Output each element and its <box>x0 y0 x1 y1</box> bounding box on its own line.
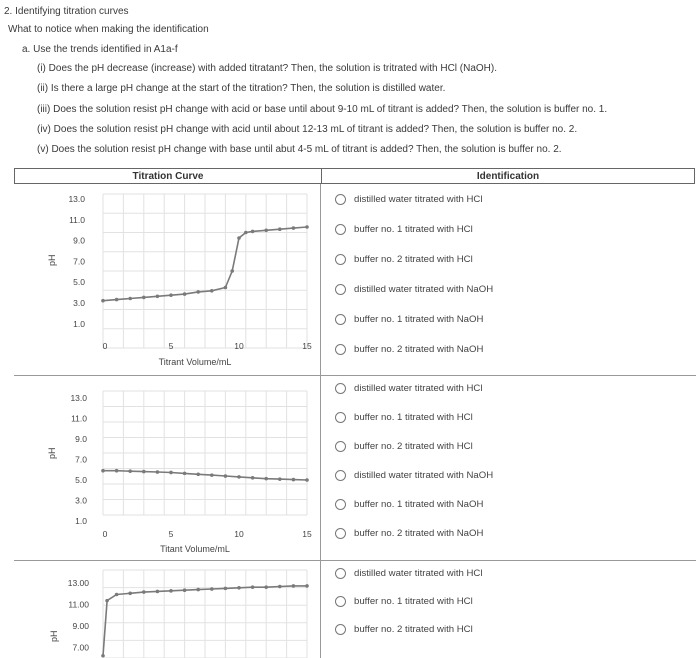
question-ii: (ii) Is there a large pH change at the start of the titration? Then, the solution is distilled water. <box>37 83 446 94</box>
col-header-identification: Identification <box>321 168 695 184</box>
chart-2-svg <box>15 377 320 559</box>
option-distilled-hcl[interactable] <box>335 568 483 579</box>
x-tick-label: 15 <box>302 529 312 539</box>
data-point <box>292 478 296 482</box>
data-point <box>224 587 228 591</box>
y-axis-label: pH <box>47 447 57 459</box>
data-point <box>115 298 119 302</box>
data-point <box>128 591 132 595</box>
option-label: buffer no. 1 titrated with HCl <box>354 224 473 235</box>
data-point <box>210 289 214 293</box>
x-tick-label: 5 <box>168 529 174 539</box>
choices-group-2 <box>325 377 695 559</box>
choices-group-3 <box>325 562 695 658</box>
option-label: buffer no. 2 titrated with HCl <box>354 441 473 452</box>
option-label: buffer no. 1 titrated with HCl <box>354 412 473 423</box>
option-label: distilled water titrated with HCl <box>354 568 483 579</box>
data-point <box>305 478 309 482</box>
y-tick-label: 1.0 <box>73 318 85 329</box>
radio-button[interactable] <box>335 596 346 607</box>
radio-button[interactable] <box>335 194 346 205</box>
option-distilled-hcl[interactable] <box>335 194 483 205</box>
radio-button[interactable] <box>335 499 346 510</box>
option-label: buffer no. 2 titrated with HCl <box>354 254 473 265</box>
data-point <box>156 470 160 474</box>
option-distilled-naoh[interactable] <box>335 284 493 295</box>
data-point <box>101 299 105 303</box>
question-i: (i) Does the pH decrease (increase) with added titratant? Then, the solution is tritrated with HCl (NaOH). <box>37 63 498 74</box>
option-buffer1-naoh[interactable] <box>335 499 483 510</box>
y-tick-label: 3.0 <box>75 495 87 506</box>
data-point <box>156 295 160 299</box>
option-label: buffer no. 1 titrated with HCl <box>354 596 473 607</box>
y-tick-label: 7.0 <box>75 454 87 465</box>
radio-button[interactable] <box>335 254 346 265</box>
radio-button[interactable] <box>335 383 346 394</box>
y-tick-label: 3.0 <box>73 298 85 308</box>
titration-chart-2 <box>15 377 320 559</box>
radio-button[interactable] <box>335 412 346 423</box>
y-tick-label: 13.0 <box>70 393 87 403</box>
data-point <box>183 292 187 296</box>
y-tick-label: 9.00 <box>72 621 89 631</box>
data-point <box>237 475 241 479</box>
section-title: 2. Identifying titration curves <box>4 6 129 17</box>
y-axis-label: pH <box>49 630 59 642</box>
option-label: distilled water titrated with HCl <box>354 383 483 394</box>
data-point <box>292 226 296 230</box>
radio-button[interactable] <box>335 344 346 355</box>
option-buffer1-hcl[interactable] <box>335 224 473 235</box>
y-tick-label: 11.0 <box>71 413 87 424</box>
option-buffer1-naoh[interactable] <box>335 314 483 325</box>
y-tick-label: 1.0 <box>75 516 87 526</box>
y-tick-label: 9.0 <box>75 434 87 444</box>
x-tick-label: 0 <box>102 341 108 351</box>
y-tick-label: 7.0 <box>73 256 85 267</box>
y-axis-label: pH <box>47 254 57 266</box>
option-label: buffer no. 2 titrated with NaOH <box>354 344 484 355</box>
instruction: a. Use the trends identified in A1a-f <box>22 44 178 55</box>
data-point <box>156 590 160 594</box>
data-point <box>169 471 173 475</box>
radio-button[interactable] <box>335 528 346 539</box>
option-buffer2-hcl[interactable] <box>335 441 473 452</box>
data-point <box>224 474 228 478</box>
data-point <box>183 472 187 476</box>
data-point <box>128 297 132 301</box>
option-buffer1-hcl[interactable] <box>335 596 473 607</box>
data-point <box>224 286 228 290</box>
chart-3-svg <box>15 562 320 658</box>
radio-button[interactable] <box>335 284 346 295</box>
question-iv: (iv) Does the solution resist pH change with acid until about 12-13 mL of titrant is added? Then, the solution is buffer no. 2. <box>37 124 578 135</box>
data-point <box>237 586 241 590</box>
chart-1-svg <box>15 186 320 374</box>
data-point <box>305 584 309 588</box>
data-point <box>264 477 268 481</box>
data-point <box>115 469 119 473</box>
question-iii: (iii) Does the solution resist pH change with acid or base until about 9-10 mL of titrant is added? Then, the solution is buffer no. 1. <box>37 104 608 115</box>
option-label: buffer no. 1 titrated with NaOH <box>354 499 484 510</box>
radio-button[interactable] <box>335 314 346 325</box>
x-tick-label: 15 <box>302 341 312 351</box>
data-point <box>264 585 268 589</box>
data-point <box>278 227 282 231</box>
col-header-titration-curve: Titration Curve <box>14 168 322 184</box>
data-point <box>278 585 282 589</box>
radio-button[interactable] <box>335 224 346 235</box>
data-point <box>264 229 268 233</box>
option-buffer2-hcl[interactable] <box>335 254 473 265</box>
titration-chart-1 <box>15 186 320 374</box>
y-tick-label: 5.0 <box>73 277 85 288</box>
data-point <box>142 296 146 300</box>
y-tick-label: 7.00 <box>72 642 89 653</box>
x-tick-label: 0 <box>102 529 108 539</box>
data-point <box>196 588 200 592</box>
y-tick-label: 5.0 <box>75 475 87 485</box>
row-divider <box>14 375 696 376</box>
data-point <box>251 585 255 589</box>
y-tick-label: 11.00 <box>68 599 89 610</box>
data-point <box>244 231 248 235</box>
option-label: buffer no. 1 titrated with NaOH <box>354 314 484 325</box>
titration-chart-3 <box>15 562 320 658</box>
radio-button[interactable] <box>335 624 346 635</box>
option-label: buffer no. 2 titrated with NaOH <box>354 528 484 539</box>
data-point <box>210 587 214 591</box>
y-tick-label: 13.00 <box>67 578 89 588</box>
data-point <box>183 588 187 592</box>
data-point <box>230 269 234 273</box>
option-buffer2-naoh[interactable] <box>335 344 483 355</box>
section-subtitle: What to notice when making the identification <box>8 24 209 35</box>
data-point <box>251 476 255 480</box>
data-point <box>169 293 173 297</box>
radio-button[interactable] <box>335 441 346 452</box>
radio-button[interactable] <box>335 470 346 481</box>
x-axis-label: Titant Volume/mL <box>160 544 230 554</box>
data-point <box>237 236 241 240</box>
option-label: distilled water titrated with NaOH <box>354 470 494 481</box>
option-label: distilled water titrated with HCl <box>354 194 483 205</box>
option-buffer2-naoh[interactable] <box>335 528 483 539</box>
radio-button[interactable] <box>335 568 346 579</box>
option-distilled-hcl[interactable] <box>335 383 483 394</box>
data-point <box>128 469 132 473</box>
data-point <box>196 290 200 294</box>
option-distilled-naoh[interactable] <box>335 470 493 481</box>
y-tick-label: 9.0 <box>73 235 85 246</box>
column-divider <box>320 184 321 658</box>
x-tick-label: 5 <box>168 341 174 351</box>
y-tick-label: 13.0 <box>68 194 85 204</box>
row-divider <box>14 560 696 561</box>
data-point <box>169 589 173 593</box>
data-point <box>278 477 282 481</box>
data-point <box>210 473 214 477</box>
option-buffer1-hcl[interactable] <box>335 412 473 423</box>
choices-group-1 <box>325 186 695 374</box>
x-tick-label: 10 <box>234 341 244 351</box>
data-point <box>101 469 105 473</box>
data-point <box>142 590 146 594</box>
x-tick-label: 10 <box>234 529 244 539</box>
option-label: buffer no. 2 titrated with HCl <box>354 624 473 635</box>
option-buffer2-hcl[interactable] <box>335 624 473 635</box>
option-label: distilled water titrated with NaOH <box>354 284 494 295</box>
data-point <box>115 593 119 597</box>
data-point <box>251 230 255 234</box>
data-point <box>196 472 200 476</box>
data-point <box>305 225 309 229</box>
data-point <box>142 470 146 474</box>
data-point <box>101 654 105 658</box>
data-point <box>292 584 296 588</box>
question-v: (v) Does the solution resist pH change with base until abut 4-5 mL of titrant is added? Then, the solution is buffer no. 2. <box>37 144 562 155</box>
y-tick-label: 11.0 <box>69 214 85 225</box>
x-axis-label: Titrant Volume/mL <box>158 357 232 367</box>
data-point <box>105 599 109 603</box>
